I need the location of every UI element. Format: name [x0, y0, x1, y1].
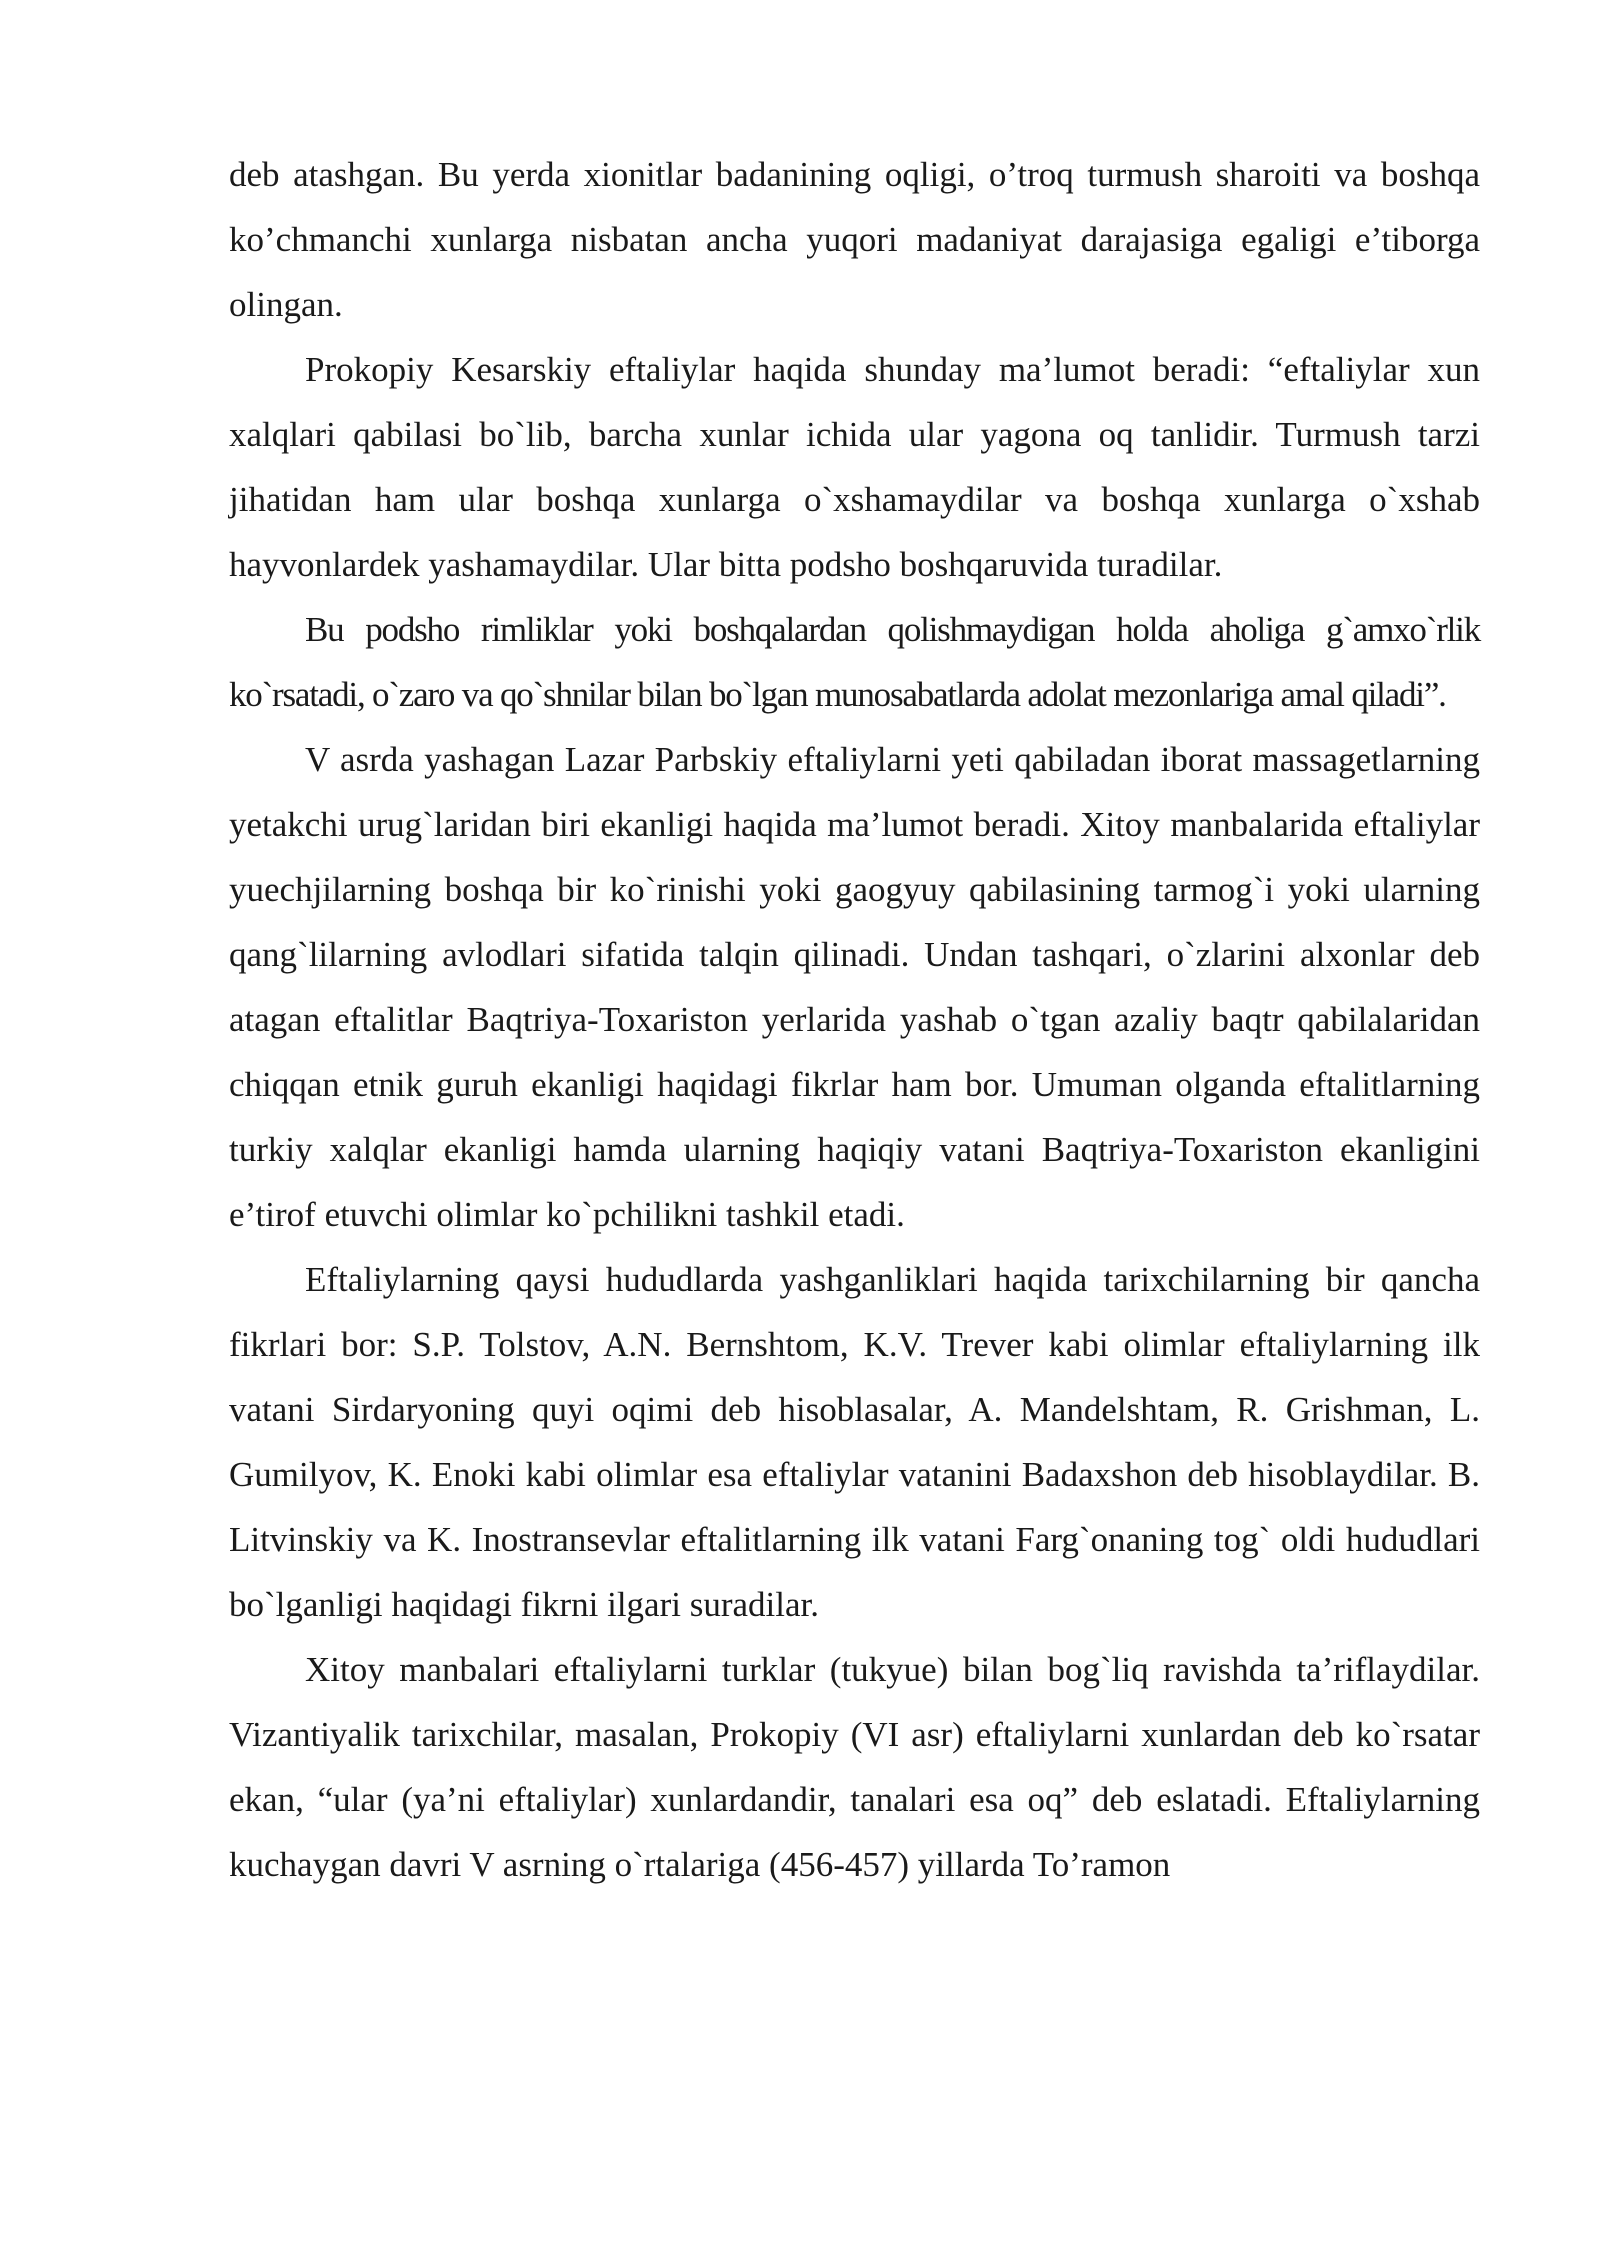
- paragraph-1: deb atashgan. Bu yerda xionitlar badanining oqligi, o’troq turmush sharoiti va boshqa ko’chmanchi xunlarga nisbatan ancha yuqori madaniyat darajasiga egaligi e’tiborga olingan.: [229, 155, 1480, 324]
- paragraph-4: V asrda yashagan Lazar Parbskiy eftaliylarni yeti qabiladan iborat massagetlarning yetakchi urug`laridan biri ekanligi haqida ma’lumot beradi. Xitoy manbalarida eftaliylar yuechjilarning boshqa bir ko`rinishi yoki gaogyuy qabilasining tarmog`i yoki ularning qang`lilarning avlodlari sifatida talqin qilinadi. Undan tashqari, o`zlarini alxonlar deb atagan eftalitlar Baqtriya-Toxariston yerlarida yashab o`tgan azaliy baqtr qabilalaridan chiqqan etnik guruh ekanligi haqidagi fikrlar ham bor. Umuman olganda eftalitlarning turkiy xalqlar ekanligi hamda ularning haqiqiy vatani Baqtriya-Toxariston ekanligini e’tirof etuvchi olimlar ko`pchilikni tashkil etadi.: [229, 740, 1480, 1234]
- paragraph-3: Bu podsho rimliklar yoki boshqalardan qolishmaydigan holda aholiga g`amxo`rlik ko`rsatadi, o`zaro va qo`shnilar bilan bo`lgan munosabatlarda adolat mezonlariga amal qiladi”.: [229, 610, 1480, 714]
- document-page: [229, 142, 1480, 1897]
- paragraph-2: Prokopiy Kesarskiy eftaliylar haqida shunday ma’lumot beradi: “eftaliylar xun xalqlari qabilasi bo`lib, barcha xunlar ichida ular yagona oq tanlidir. Turmush tarzi jihatidan ham ular boshqa xunlarga o`xshamaydilar va boshqa xunlarga o`xshab hayvonlardek yashamaydilar. Ular bitta podsho boshqaruvida turadilar.: [229, 350, 1480, 584]
- paragraph-6: Xitoy manbalari eftaliylarni turklar (tukyue) bilan bog`liq ravishda ta’riflaydilar. Vizantiyalik tarixchilar, masalan, Prokopiy (VI asr) eftaliylarni xunlardan deb ko`rsatar ekan, “ular (ya’ni eftaliylar) xunlardandir, tanalari esa oq” deb eslatadi. Eftaliylarning kuchaygan davri V asrning o`rtalariga (456-457) yillarda To’ramon: [229, 1650, 1480, 1884]
- paragraph-5: Eftaliylarning qaysi hududlarda yashganliklari haqida tarixchilarning bir qancha fikrlari bor: S.P. Tolstov, A.N. Bernshtom, K.V. Trever kabi olimlar eftaliylarning ilk vatani Sirdaryoning quyi oqimi deb hisoblasalar, A. Mandelshtam, R. Grishman, L. Gumilyov, K. Enoki kabi olimlar esa eftaliylar vatanini Badaxshon deb hisoblaydilar. B. Litvinskiy va K. Inostransevlar eftalitlarning ilk vatani Farg`onaning tog` oldi hududlari bo`lganligi haqidagi fikrni ilgari suradilar.: [229, 1260, 1480, 1624]
